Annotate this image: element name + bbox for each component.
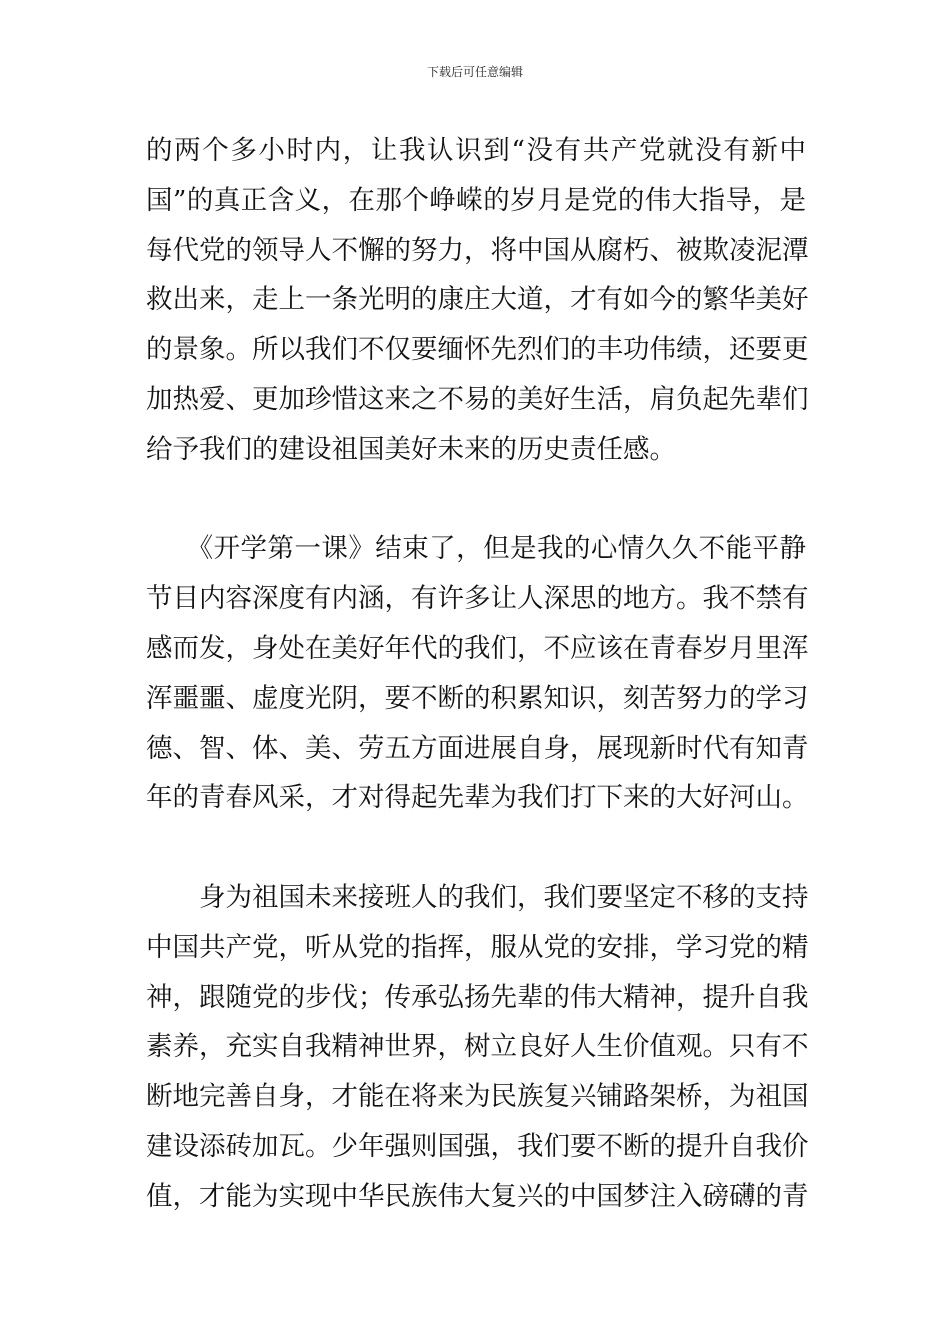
text-line: 感而发，身处在美好年代的我们，不应该在青春岁月里浑 [146, 632, 809, 664]
text-line: 值，才能为实现中华民族伟大复兴的中国梦注入磅礴的青 [146, 1180, 809, 1212]
text-line: 节目内容深度有内涵，有许多让人深思的地方。我不禁有 [146, 583, 809, 615]
text-line: 中国共产党，听从党的指挥，服从党的安排，学习党的精 [146, 931, 809, 963]
text-line: 年的青春风采，才对得起先辈为我们打下来的大好河山。 [146, 782, 809, 814]
text-line: 国”的真正含义，在那个峥嵘的岁月是党的伟大指导，是 [146, 184, 806, 216]
page-header: 下载后可任意编辑 [426, 65, 523, 79]
text-line: 神，跟随党的步伐；传承弘扬先辈的伟大精神，提升自我 [146, 981, 809, 1013]
text-line: 救出来，走上一条光明的康庄大道，才有如今的繁华美好 [146, 284, 809, 316]
text-line: 建设添砖加瓦。少年强则国强，我们要不断的提升自我价 [146, 1130, 809, 1162]
text-line: 的景象。所以我们不仅要缅怀先烈们的丰功伟绩，还要更 [146, 334, 809, 366]
text-line: 身为祖国未来接班人的我们，我们要坚定不移的支持 [146, 881, 809, 913]
text-line: 每代党的领导人不懈的努力，将中国从腐朽、被欺凌泥潭 [146, 234, 809, 266]
text-line: 浑噩噩、虚度光阴，要不断的积累知识，刻苦努力的学习 [146, 682, 809, 714]
text-line: 断地完善自身，才能在将来为民族复兴铺路架桥，为祖国 [146, 1081, 809, 1113]
paragraph-spacer [146, 823, 806, 873]
paragraph-spacer [146, 475, 806, 525]
text-line: 的两个多小时内，让我认识到“没有共产党就没有新中 [146, 135, 806, 166]
text-line: 加热爱、更加珍惜这来之不易的美好生活，肩负起先辈们 [146, 383, 809, 415]
document-body [146, 126, 809, 1222]
text-line: 给予我们的建设祖国美好未来的历史责任感。 [146, 433, 676, 465]
paragraph-3 [146, 873, 809, 1222]
paragraph-2 [146, 524, 809, 823]
text-line: 素养，充实自我精神世界，树立良好人生价值观。只有不 [146, 1031, 809, 1063]
text-line: 德、智、体、美、劳五方面进展自身，展现新时代有知青 [146, 732, 809, 764]
paragraph-1 [146, 126, 809, 475]
text-line: 《开学第一课》结束了，但是我的心情久久不能平静 [146, 533, 806, 565]
